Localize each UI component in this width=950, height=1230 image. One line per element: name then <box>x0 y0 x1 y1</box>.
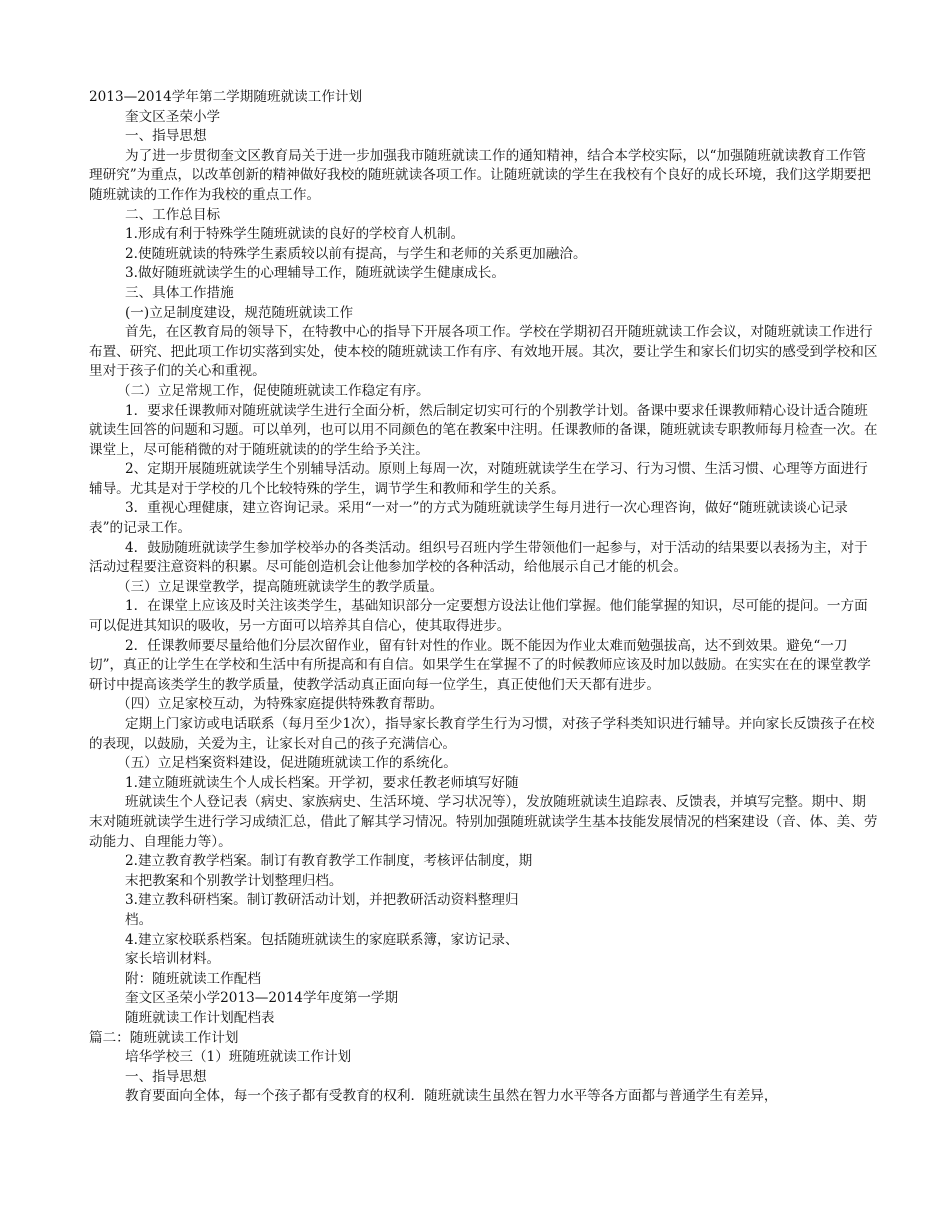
list-item: 3.建立教科研档案。制订教研活动计划，并把教研活动资料整理归 <box>125 892 519 909</box>
appendix-table-title: 随班就读工作计划配档表 <box>125 1009 275 1026</box>
list-item: 1.形成有利于特殊学生随班就读的良好的学校育人机制。 <box>125 226 465 243</box>
list-item-continuation: 家长培训材料。 <box>125 951 221 968</box>
document-title: 2013—2014学年第二学期随班就读工作计划 <box>89 89 363 105</box>
subsection-heading: （五）立足档案资料建设，促进随班就读工作的系统化。 <box>117 755 457 772</box>
list-item: 3.做好随班就读学生的心理辅导工作，随班就读学生健康成长。 <box>125 265 505 282</box>
list-item-continuation: 末把教案和个别教学计划整理归档。 <box>125 872 343 889</box>
paragraph: 4．鼓励随班就读学生参加学校举办的各类活动。组织号召班内学生带领他们一起参与，对于活动的结果要以表扬为主，对于活动过程要注意资料的积累。尽可能创造机会让他参加学校的各种活动，给他展示自己才能的机会。 <box>89 539 868 576</box>
subsection-heading: （二）立足常规工作，促使随班就读工作稳定有序。 <box>117 382 430 399</box>
list-item: 4.建立家校联系档案。包括随班就读生的家庭联系簿，家访记录、 <box>125 931 519 948</box>
appendix-label: 附：随班就读工作配档 <box>125 970 261 987</box>
list-item: 1.建立随班就读生个人成长档案。开学初，要求任教老师填写好随 <box>125 774 519 791</box>
part-heading: 篇二：随班就读工作计划 <box>89 1029 239 1046</box>
paragraph: 为了进一步贯彻奎文区教育局关于进一步加强我市随班就读工作的通知精神，结合本学校实际，以“加强随班就读教育工作管理研究”为重点，以改革创新的精神做好我校的随班就读各项工作。让随班就读的学生在我校有个良好的成长环境，我们这学期要把随班就读的工作作为我校的重点工作。 <box>89 147 871 203</box>
document-body <box>89 88 879 1107</box>
paragraph: 首先，在区教育局的领导下，在特教中心的指导下开展各项工作。学校在学期初召开随班就读工作会议，对随班就读工作进行布置、研究、把此项工作切实落到实处，使本校的随班就读工作有序、有效地开展。其次，要让学生和家长们切实的感受到学校和区里对于孩子们的关心和重视。 <box>89 324 878 380</box>
list-item: 2.使随班就读的特殊学生素质较以前有提高，与学生和老师的关系更加融洽。 <box>125 245 587 262</box>
list-item-continuation: 档。 <box>125 911 153 928</box>
part-title: 培华学校三（1）班随班就读工作计划 <box>125 1049 352 1066</box>
section-heading: 一、指导思想 <box>125 128 207 145</box>
section-heading: 二、工作总目标 <box>125 206 221 223</box>
paragraph: 2、定期开展随班就读学生个别辅导活动。原则上每周一次，对随班就读学生在学习、行为习惯、生活习惯、心理等方面进行辅导。尤其是对于学校的几个比较特殊的学生，调节学生和教师和学生的关系。 <box>89 461 868 497</box>
section-heading: 三、具体工作措施 <box>125 284 234 301</box>
paragraph: 1．在课堂上应该及时关注该类学生，基础知识部分一定要想方设法让他们掌握。他们能掌握的知识，尽可能的提问。一方面可以促进其知识的吸收，另一方面可以培养其自信心，使其取得进步。 <box>89 598 868 635</box>
section-heading: 一、指导思想 <box>125 1068 207 1085</box>
paragraph: 1．要求任课教师对随班就读学生进行全面分析，然后制定切实可行的个别教学计划。备课中要求任课教师精心设计适合随班就读生回答的问题和习题。可以单列，也可以用不同颜色的笔在教案中注明。任课教师的备课，随班就读专职教师每月检查一次。在课堂上，尽可能稍微的对于随班就读的的学生给予关注。 <box>89 402 878 458</box>
subsection-heading: （三）立足课堂教学，提高随班就读学生的教学质量。 <box>117 578 444 595</box>
paragraph: 教育要面向全体，每一个孩子都有受教育的权利．随班就读生虽然在智力水平等各方面都与普通学生有差异， <box>125 1088 778 1105</box>
subsection-heading: （四）立足家校互动，为特殊家庭提供特殊教育帮助。 <box>117 696 444 713</box>
paragraph: 2．任课教师要尽量给他们分层次留作业，留有针对性的作业。既不能因为作业太难而勉强拔高，达不到效果。避免“一刀切”，真正的让学生在学校和生活中有所提高和有自信。如果学生在掌握不了的时候教师应该及时加以鼓励。在实实在在的课堂教学研讨中提高该类学生的教学质量，使教学活动真正面向每一位学生，真正使他们天天都有进步。 <box>89 637 871 693</box>
subsection-heading: (一)立足制度建设，规范随班就读工作 <box>125 304 354 321</box>
appendix-school: 奎文区圣荣小学2013—2014学年度第一学期 <box>125 990 399 1007</box>
school-name: 奎文区圣荣小学 <box>125 108 221 125</box>
paragraph: 定期上门家访或电话联系（每月至少1次），指导家长教育学生行为习惯，对孩子学科类知识进行辅导。并向家长反馈孩子在校的表现，以鼓励，关爱为主，让家长对自己的孩子充满信心。 <box>89 716 875 752</box>
paragraph: 班就读生个人登记表（病史、家族病史、生活环境、学习状况等），发放随班就读生追踪表、反馈表，并填写完整。期中、期末对随班就读学生进行学习成绩汇总，借此了解其学习情况。特别加强随班就读学生基本技能发展情况的档案建设（音、体、美、劳动能力、自理能力等）。 <box>89 794 878 850</box>
list-item: 2.建立教育教学档案。制订有教育教学工作制度，考核评估制度，期 <box>125 853 533 870</box>
paragraph: 3．重视心理健康，建立咨询记录。采用“一对一”的方式为随班就读学生每月进行一次心理咨询，做好“随班就读谈心记录表”的记录工作。 <box>89 500 848 537</box>
